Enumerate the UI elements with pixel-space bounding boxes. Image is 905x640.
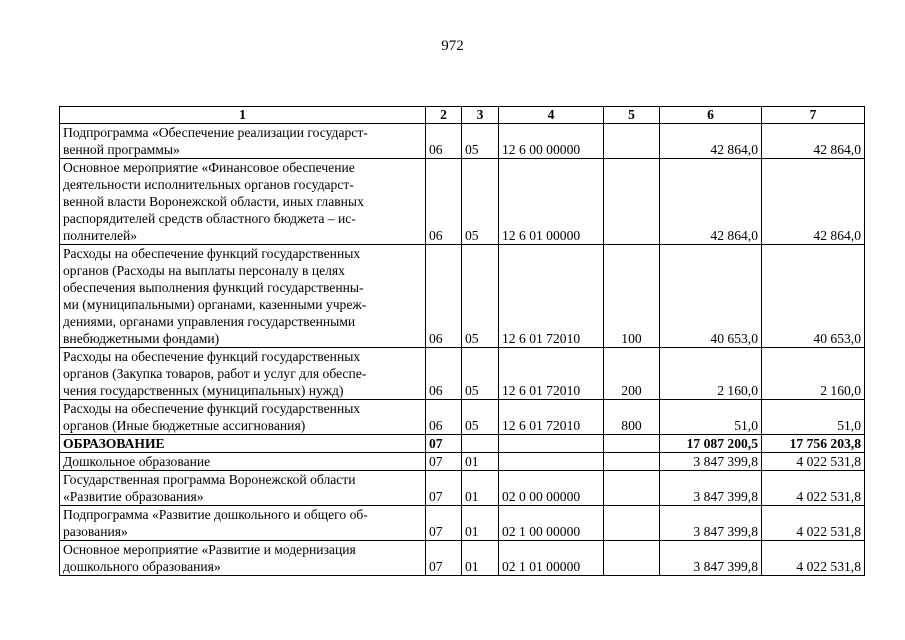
page-number: 972	[441, 38, 464, 54]
target-article-code: 12 6 01 72010	[499, 245, 604, 348]
expense-type-code	[604, 541, 660, 576]
section-code: 07	[426, 471, 462, 506]
expense-name-line: «Развитие образования»	[63, 489, 204, 504]
target-article-code	[499, 453, 604, 471]
header-cell-2: 2	[426, 107, 462, 124]
expense-name-line: органов (Закупка товаров, работ и услуг для обеспе-	[63, 366, 367, 381]
expense-name	[60, 506, 426, 541]
amount-year-2: 40 653,0	[762, 245, 865, 348]
header-cell-4: 4	[499, 107, 604, 124]
expense-type-code	[604, 453, 660, 471]
expense-name	[60, 348, 426, 400]
header-cell-7: 7	[762, 107, 865, 124]
expense-name-line: Государственная программа Воронежской области	[63, 472, 356, 487]
header-row	[60, 107, 865, 124]
amount-year-1: 2 160,0	[660, 348, 762, 400]
expense-name-line: обеспечения выполнения функций государственны-	[63, 280, 364, 295]
expense-name-line: Расходы на обеспечение функций государственных	[63, 246, 361, 261]
expense-name-line: деятельности исполнительных органов государст-	[63, 177, 354, 192]
amount-year-2: 42 864,0	[762, 159, 865, 245]
expense-name-line: чения государственных (муниципальных) нужд)	[63, 383, 344, 398]
expense-name	[60, 541, 426, 576]
expense-type-code	[604, 471, 660, 506]
amount-year-1: 3 847 399,8	[660, 541, 762, 576]
expense-name-line: Расходы на обеспечение функций государственных	[63, 401, 361, 416]
subsection-code	[462, 435, 499, 453]
target-article-code: 12 6 00 00000	[499, 124, 604, 159]
subsection-code: 01	[462, 541, 499, 576]
expense-name-line: полнителей»	[63, 228, 138, 243]
expense-name-line: Подпрограмма «Обеспечение реализации государст-	[63, 125, 368, 140]
table-row	[60, 245, 865, 348]
expense-name-line: венной программы»	[63, 142, 180, 157]
table-row	[60, 348, 865, 400]
header-cell-1: 1	[60, 107, 426, 124]
expense-name-line: разования»	[63, 524, 128, 539]
section-code: 06	[426, 400, 462, 435]
target-article-code: 02 1 00 00000	[499, 506, 604, 541]
expense-name-line: венной власти Воронежской области, иных главных	[63, 194, 364, 209]
expense-name	[60, 159, 426, 245]
section-code: 06	[426, 348, 462, 400]
expense-name-line: Подпрограмма «Развитие дошкольного и общего об-	[63, 507, 368, 522]
amount-year-2: 17 756 203,8	[762, 435, 865, 453]
subsection-code: 05	[462, 245, 499, 348]
subsection-code: 05	[462, 159, 499, 245]
expense-name-line: органов (Расходы на выплаты персоналу в целях	[63, 263, 345, 278]
amount-year-2: 42 864,0	[762, 124, 865, 159]
expense-name-line: Основное мероприятие «Развитие и модернизация	[63, 542, 356, 557]
header-cell-3: 3	[462, 107, 499, 124]
amount-year-1: 40 653,0	[660, 245, 762, 348]
header-cell-5: 5	[604, 107, 660, 124]
amount-year-2: 4 022 531,8	[762, 541, 865, 576]
expense-name-line: Дошкольное образование	[63, 454, 211, 469]
target-article-code	[499, 435, 604, 453]
expense-name-line: органов (Иные бюджетные ассигнования)	[63, 418, 306, 433]
section-code: 07	[426, 541, 462, 576]
subsection-code: 05	[462, 124, 499, 159]
table-row	[60, 453, 865, 471]
amount-year-2: 4 022 531,8	[762, 471, 865, 506]
expense-name	[60, 453, 426, 471]
expense-name	[60, 124, 426, 159]
expense-name-line: дениями, органами управления государственными	[63, 314, 356, 329]
expense-name-line: Основное мероприятие «Финансовое обеспечение	[63, 160, 355, 175]
amount-year-2: 4 022 531,8	[762, 506, 865, 541]
target-article-code: 02 0 00 00000	[499, 471, 604, 506]
table-row	[60, 400, 865, 435]
table-row	[60, 506, 865, 541]
table-row	[60, 159, 865, 245]
subsection-code: 01	[462, 453, 499, 471]
expense-name-line: внебюджетными фондами)	[63, 331, 220, 346]
table-row	[60, 471, 865, 506]
expense-name	[60, 435, 426, 453]
table-row	[60, 541, 865, 576]
amount-year-1: 3 847 399,8	[660, 453, 762, 471]
section-code: 07	[426, 453, 462, 471]
target-article-code: 12 6 01 00000	[499, 159, 604, 245]
amount-year-2: 2 160,0	[762, 348, 865, 400]
expense-type-code	[604, 124, 660, 159]
amount-year-1: 42 864,0	[660, 159, 762, 245]
expense-name	[60, 471, 426, 506]
budget-table	[59, 106, 865, 576]
section-code: 07	[426, 435, 462, 453]
expense-name-line: дошкольного образования»	[63, 559, 221, 574]
expense-name-line: распорядителей средств областного бюджета – ис-	[63, 211, 356, 226]
expense-name	[60, 400, 426, 435]
expense-type-code: 200	[604, 348, 660, 400]
table-row	[60, 435, 865, 453]
table-body	[60, 124, 865, 576]
expense-type-code: 100	[604, 245, 660, 348]
target-article-code: 12 6 01 72010	[499, 400, 604, 435]
section-code: 06	[426, 245, 462, 348]
amount-year-1: 51,0	[660, 400, 762, 435]
amount-year-1: 3 847 399,8	[660, 471, 762, 506]
expense-name-line: Расходы на обеспечение функций государственных	[63, 349, 361, 364]
expense-type-code	[604, 435, 660, 453]
expense-name	[60, 245, 426, 348]
expense-type-code	[604, 159, 660, 245]
subsection-code: 01	[462, 471, 499, 506]
target-article-code: 02 1 01 00000	[499, 541, 604, 576]
section-code: 06	[426, 124, 462, 159]
amount-year-2: 4 022 531,8	[762, 453, 865, 471]
expense-name-line: ОБРАЗОВАНИЕ	[63, 436, 165, 451]
expense-type-code	[604, 506, 660, 541]
expense-type-code: 800	[604, 400, 660, 435]
amount-year-1: 3 847 399,8	[660, 506, 762, 541]
amount-year-1: 17 087 200,5	[660, 435, 762, 453]
amount-year-1: 42 864,0	[660, 124, 762, 159]
section-code: 06	[426, 159, 462, 245]
subsection-code: 01	[462, 506, 499, 541]
subsection-code: 05	[462, 400, 499, 435]
section-code: 07	[426, 506, 462, 541]
header-cell-6: 6	[660, 107, 762, 124]
expense-name-line: ми (муниципальными) органами, казенными учреж-	[63, 297, 367, 312]
table-row	[60, 124, 865, 159]
amount-year-2: 51,0	[762, 400, 865, 435]
target-article-code: 12 6 01 72010	[499, 348, 604, 400]
subsection-code: 05	[462, 348, 499, 400]
